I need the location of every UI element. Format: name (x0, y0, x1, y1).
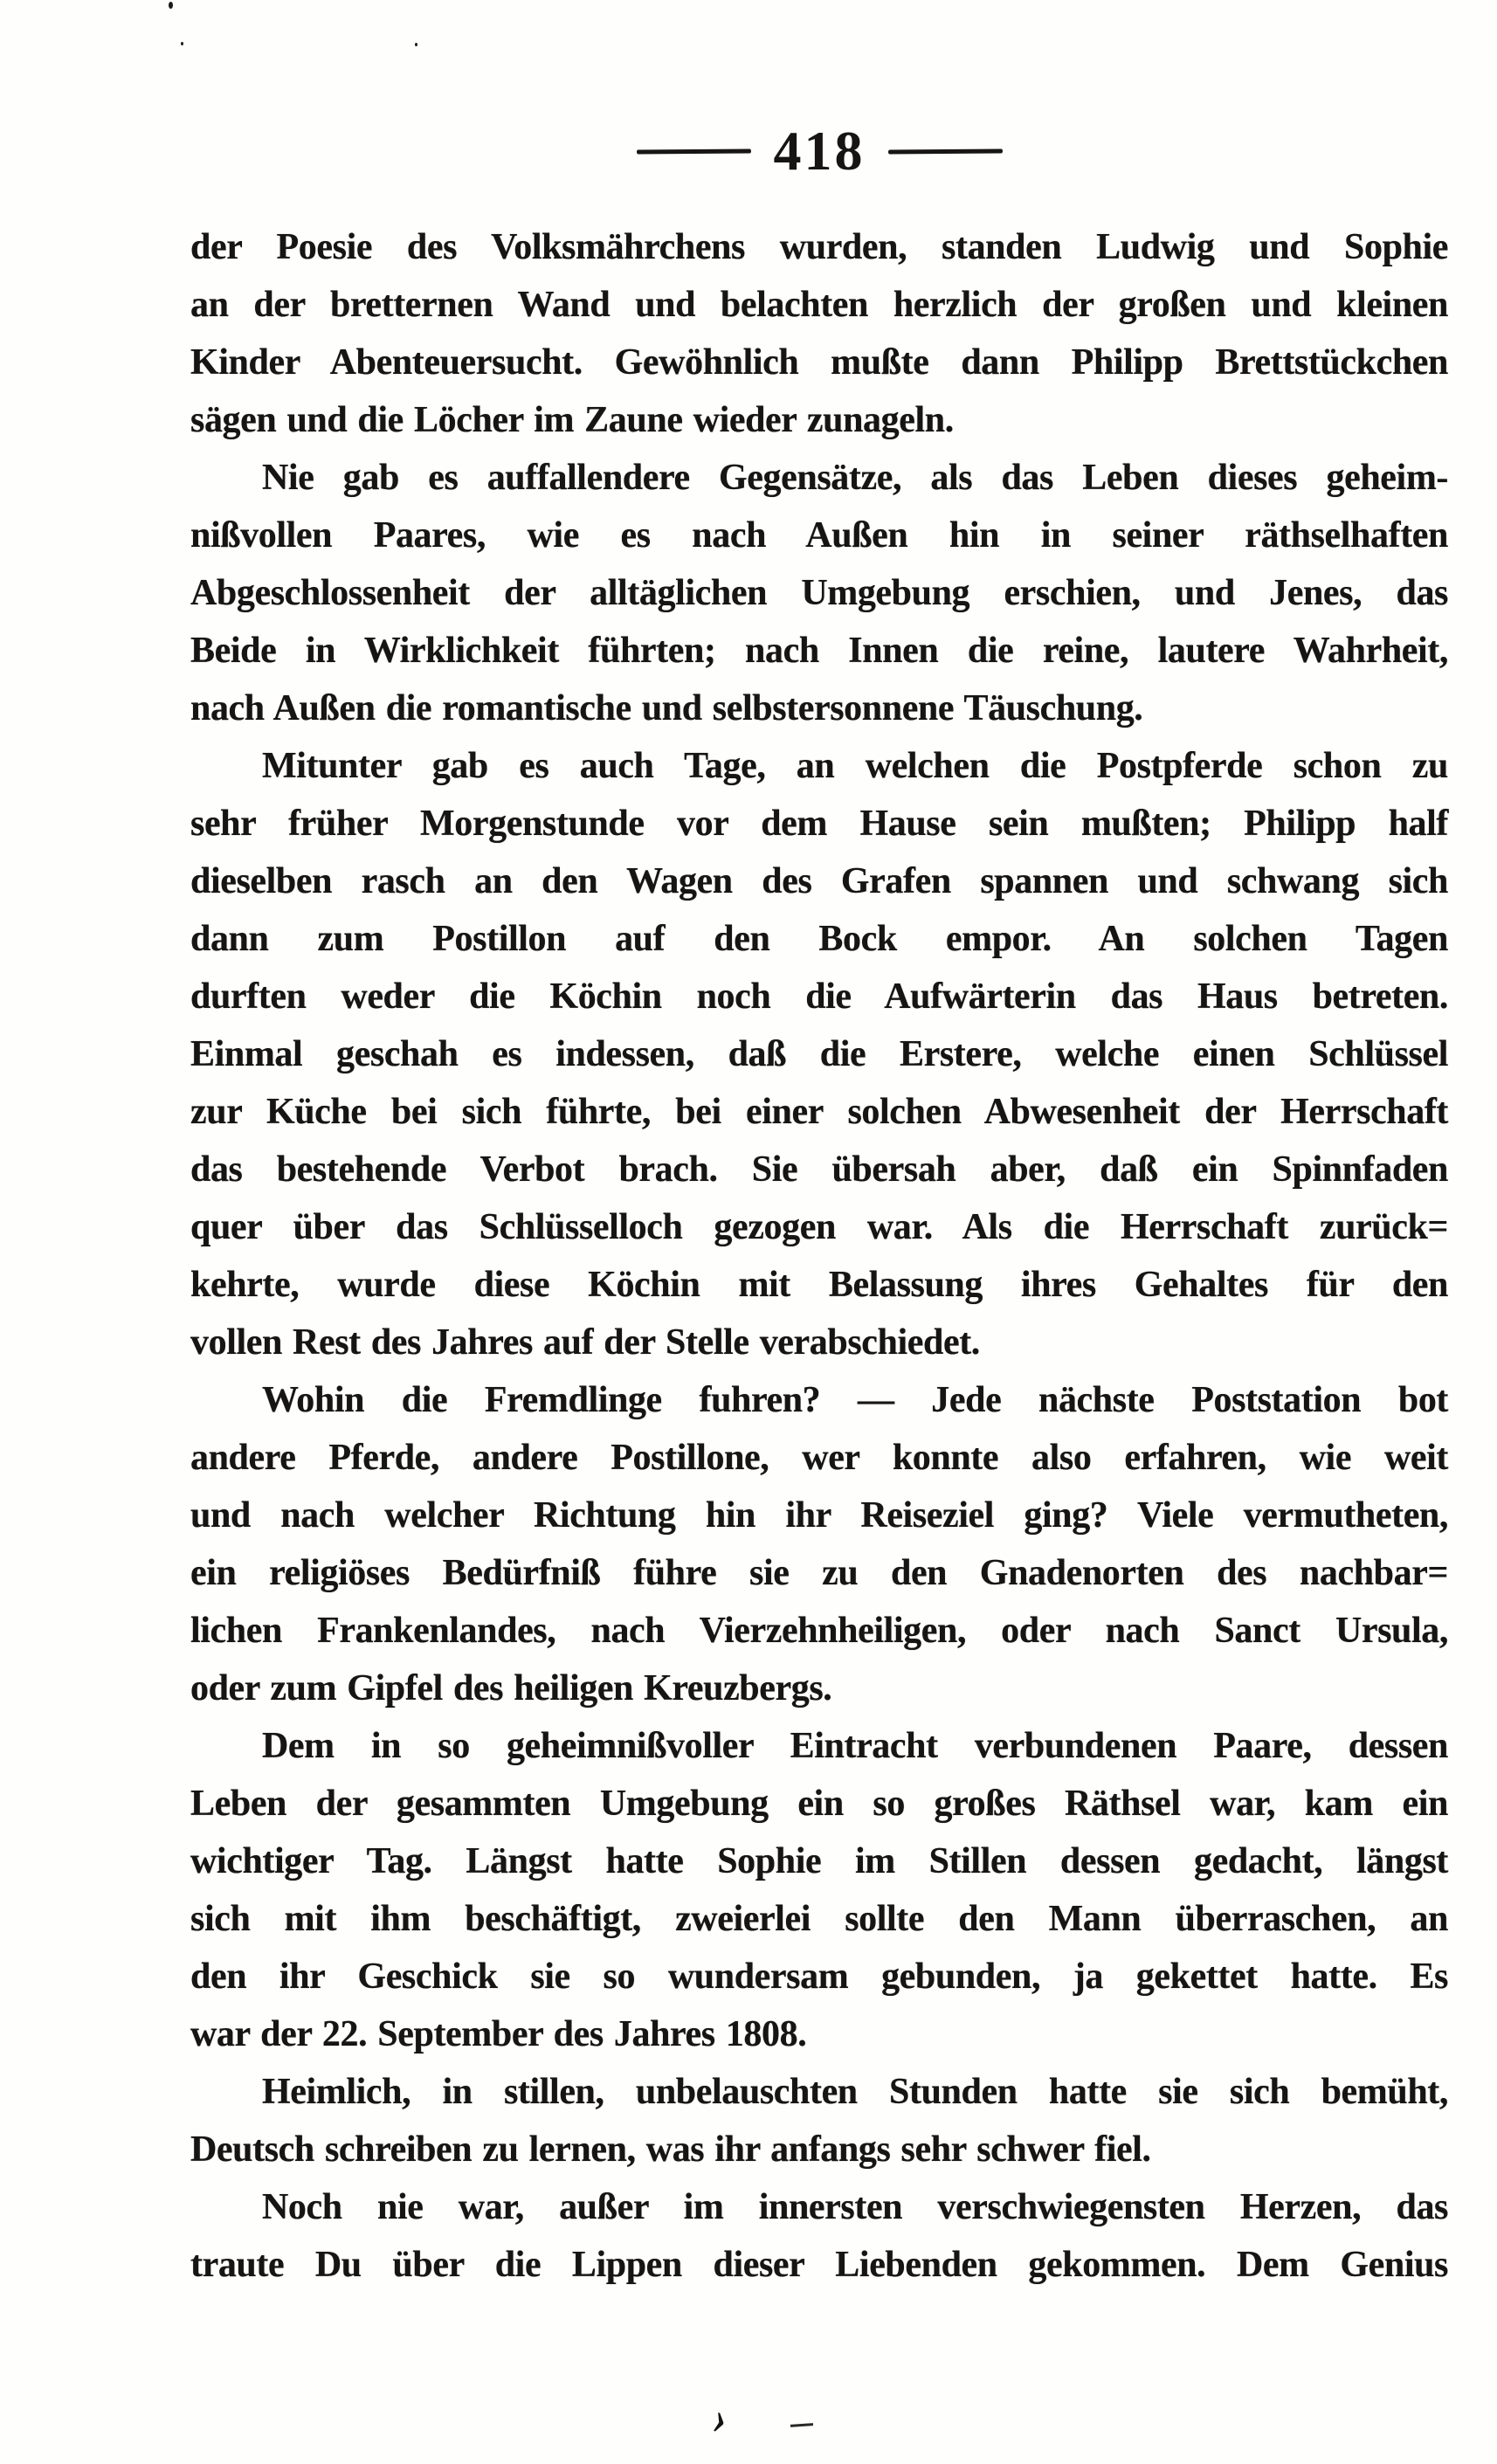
text-line: Heimlich, in stillen, unbelauschten Stunden hatte sie sich bemüht, (262, 2072, 1448, 2112)
ink-blot-mark: › (707, 2391, 734, 2447)
text-line: Noch nie war, außer im innersten verschwiegensten Herzen, das (262, 2187, 1448, 2227)
text-line: der Poesie des Volksmährchens wurden, standen Ludwig und Sophie (190, 227, 1448, 267)
text-line: Leben der gesammten Umgebung ein so großes Räthsel war, kam ein (190, 1784, 1448, 1824)
text-line: Nie gab es auffallendere Gegensätze, als das Leben dieses geheim- (262, 458, 1448, 498)
text-line: dieselben rasch an den Wagen des Grafen spannen und schwang sich (190, 861, 1448, 901)
text-line: traute Du über die Lippen dieser Liebenden gekommen. Dem Genius (190, 2245, 1448, 2285)
text-line: Einmal geschah es indessen, daß die Erstere, welche einen Schlüssel (190, 1034, 1448, 1074)
text-line: Mitunter gab es auch Tage, an welchen die Postpferde schon zu (262, 746, 1448, 786)
ink-speck (169, 2, 173, 9)
text-line: Wohin die Fremdlinge fuhren? — Jede nächste Poststation bot (262, 1380, 1448, 1420)
text-line: wichtiger Tag. Längst hatte Sophie im Stillen dessen gedacht, längst (190, 1841, 1448, 1881)
text-line: kehrte, wurde diese Köchin mit Belassung ihres Gehaltes für den (190, 1265, 1448, 1305)
text-line: Deutsch schreiben zu lernen, was ihr anfangs sehr schwer fiel. (190, 2129, 1151, 2170)
text-line: oder zum Gipfel des heiligen Kreuzbergs. (190, 1668, 832, 1708)
text-line: dann zum Postillon auf den Bock empor. An solchen Tagen (190, 919, 1448, 959)
ink-speck (181, 42, 183, 45)
text-line: und nach welcher Richtung hin ihr Reiseziel ging? Viele vermutheten, (190, 1495, 1448, 1536)
text-line: lichen Frankenlandes, nach Vierzehnheiligen, oder nach Sanct Ursula, (190, 1611, 1448, 1651)
text-line: sich mit ihm beschäftigt, zweierlei sollte den Mann überraschen, an (190, 1899, 1448, 1939)
text-line: ein religiöses Bedürfniß führe sie zu den Gnadenorten des nachbar= (190, 1553, 1448, 1593)
text-line: Kinder Abenteuersucht. Gewöhnlich mußte dann Philipp Brettstückchen (190, 342, 1448, 383)
text-line: war der 22. September des Jahres 1808. (190, 2014, 807, 2054)
text-line: zur Küche bei sich führte, bei einer solchen Abwesenheit der Herrschaft (190, 1092, 1448, 1132)
text-line: sägen und die Löcher im Zaune wieder zunageln. (190, 400, 954, 440)
text-line: das bestehende Verbot brach. Sie übersah aber, daß ein Spinnfaden (190, 1149, 1448, 1190)
text-line: quer über das Schlüsselloch gezogen war. Als die Herrschaft zurück= (190, 1207, 1448, 1247)
text-line: Abgeschlossenheit der alltäglichen Umgebung erschien, und Jenes, das (190, 573, 1448, 613)
header-rule-right (887, 148, 1002, 154)
ink-speck (415, 43, 417, 46)
page-number: 418 (773, 120, 866, 182)
text-line: andere Pferde, andere Postillone, wer konnte also erfahren, wie weit (190, 1438, 1448, 1478)
text-line: den ihr Geschick sie so wundersam gebunden, ja gekettet hatte. Es (190, 1957, 1448, 1997)
text-line: Dem in so geheimnißvoller Eintracht verbundenen Paare, dessen (262, 1726, 1448, 1766)
text-line: nach Außen die romantische und selbstersonnene Täuschung. (190, 688, 1143, 728)
text-line: an der bretternen Wand und belachten herzlich der großen und kleinen (190, 285, 1448, 325)
text-line: Beide in Wirklichkeit führten; nach Innen die reine, lautere Wahrheit, (190, 631, 1448, 671)
body-text (190, 218, 1448, 2294)
page-header (190, 121, 1448, 182)
header-rule-left (636, 148, 750, 154)
ink-dash-mark (790, 2423, 813, 2427)
text-line: sehr früher Morgenstunde vor dem Hause sein mußten; Philipp half (190, 804, 1448, 844)
text-line: nißvollen Paares, wie es nach Außen hin in seiner räthselhaften (190, 515, 1448, 556)
text-line: durften weder die Köchin noch die Aufwärterin das Haus betreten. (190, 977, 1448, 1017)
text-line: vollen Rest des Jahres auf der Stelle verabschiedet. (190, 1322, 980, 1363)
